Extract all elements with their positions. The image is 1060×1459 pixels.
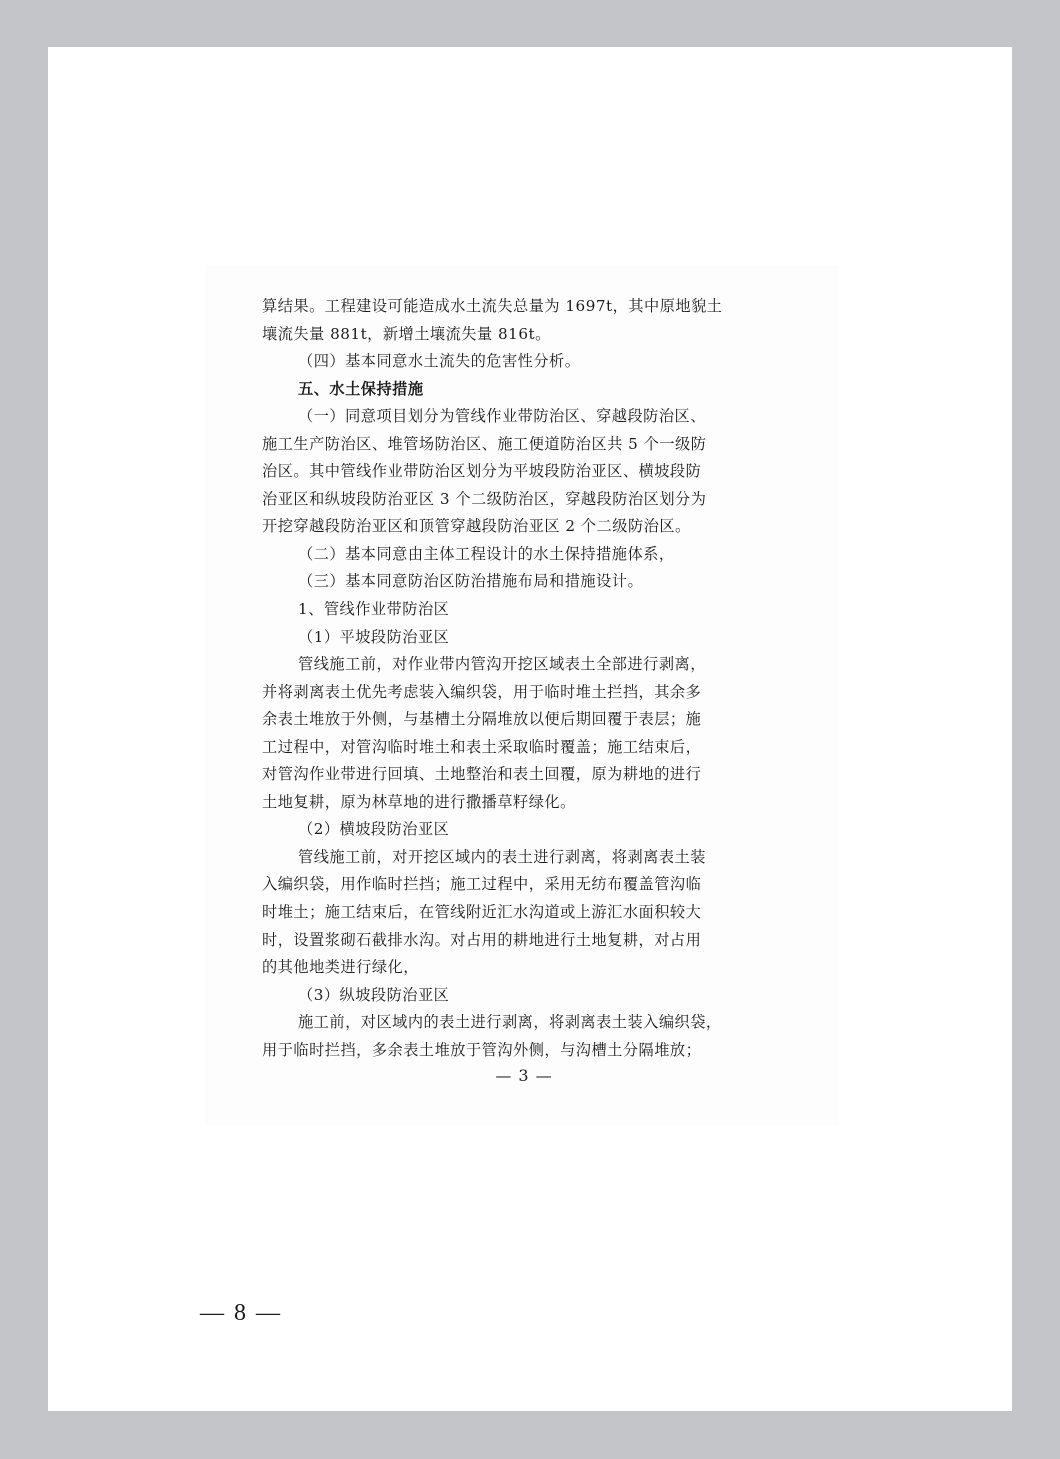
text-line: 的其他地类进行绿化， [262, 958, 419, 977]
text-line: （四）基本同意水土流失的危害性分析。 [298, 352, 581, 371]
text-line: 施工前，对区域内的表土进行剥离，将剥离表土装入编织袋， [298, 1013, 722, 1032]
text-line: （二）基本同意由主体工程设计的水土保持措施体系， [298, 544, 675, 563]
text-line: 开挖穿越段防治亚区和顶管穿越段防治亚区 2 个二级防治区。 [262, 517, 691, 536]
text-line: 管线施工前，对作业带内管沟开挖区域表土全部进行剥离， [298, 655, 706, 674]
text-line: 壤流失量 881t，新增土壤流失量 816t。 [262, 324, 551, 343]
text-line: 时堆土；施工结束后，在管线附近汇水沟道或上游汇水面积较大 [262, 903, 702, 922]
text-line: 用于临时拦挡，多余表土堆放于管沟外侧，与沟槽土分隔堆放； [262, 1040, 702, 1059]
text-line: 治亚区和纵坡段防治亚区 3 个二级防治区，穿越段防治区划分为 [262, 489, 707, 508]
document-body [262, 293, 772, 1064]
text-line: 并将剥离表土优先考虑装入编织袋，用于临时堆土拦挡，其余多 [262, 682, 702, 701]
text-line: 入编织袋，用作临时拦挡；施工过程中，采用无纺布覆盖管沟临 [262, 875, 702, 894]
outer-page-number: — 8 — [200, 1300, 282, 1326]
inner-page-number: — 3 — [495, 1066, 553, 1085]
text-line: 土地复耕，原为林草地的进行撒播草籽绿化。 [262, 792, 576, 811]
text-line: （三）基本同意防治区防治措施布局和措施设计。 [298, 572, 644, 591]
text-line: 余表土堆放于外侧，与基槽土分隔堆放以便后期回覆于表层；施 [262, 710, 702, 729]
text-line: 时，设置浆砌石截排水沟。对占用的耕地进行土地复耕，对占用 [262, 930, 702, 949]
text-line: （2）横坡段防治亚区 [298, 820, 450, 839]
text-line: 施工生产防治区、堆管场防治区、施工便道防治区共 5 个一级防 [262, 434, 707, 453]
text-line: 工过程中，对管沟临时堆土和表土采取临时覆盖；施工结束后， [262, 737, 702, 756]
text-line: 治区。其中管线作业带防治区划分为平坡段防治亚区、横坡段防 [262, 462, 702, 481]
text-line: 对管沟作业带进行回填、土地整治和表土回覆，原为耕地的进行 [262, 765, 702, 784]
text-line: 算结果。工程建设可能造成水土流失总量为 1697t，其中原地貌土 [262, 297, 723, 315]
text-line: （一）同意项目划分为管线作业带防治区、穿越段防治区、 [298, 407, 706, 426]
text-line: （3）纵坡段防治亚区 [298, 985, 450, 1004]
text-line: 管线施工前，对开挖区域内的表土进行剥离，将剥离表土装 [298, 847, 706, 866]
section-heading: 五、水土保持措施 [298, 379, 424, 398]
text-line: 1、管线作业带防治区 [298, 600, 450, 619]
text-line: （1）平坡段防治亚区 [298, 627, 450, 646]
